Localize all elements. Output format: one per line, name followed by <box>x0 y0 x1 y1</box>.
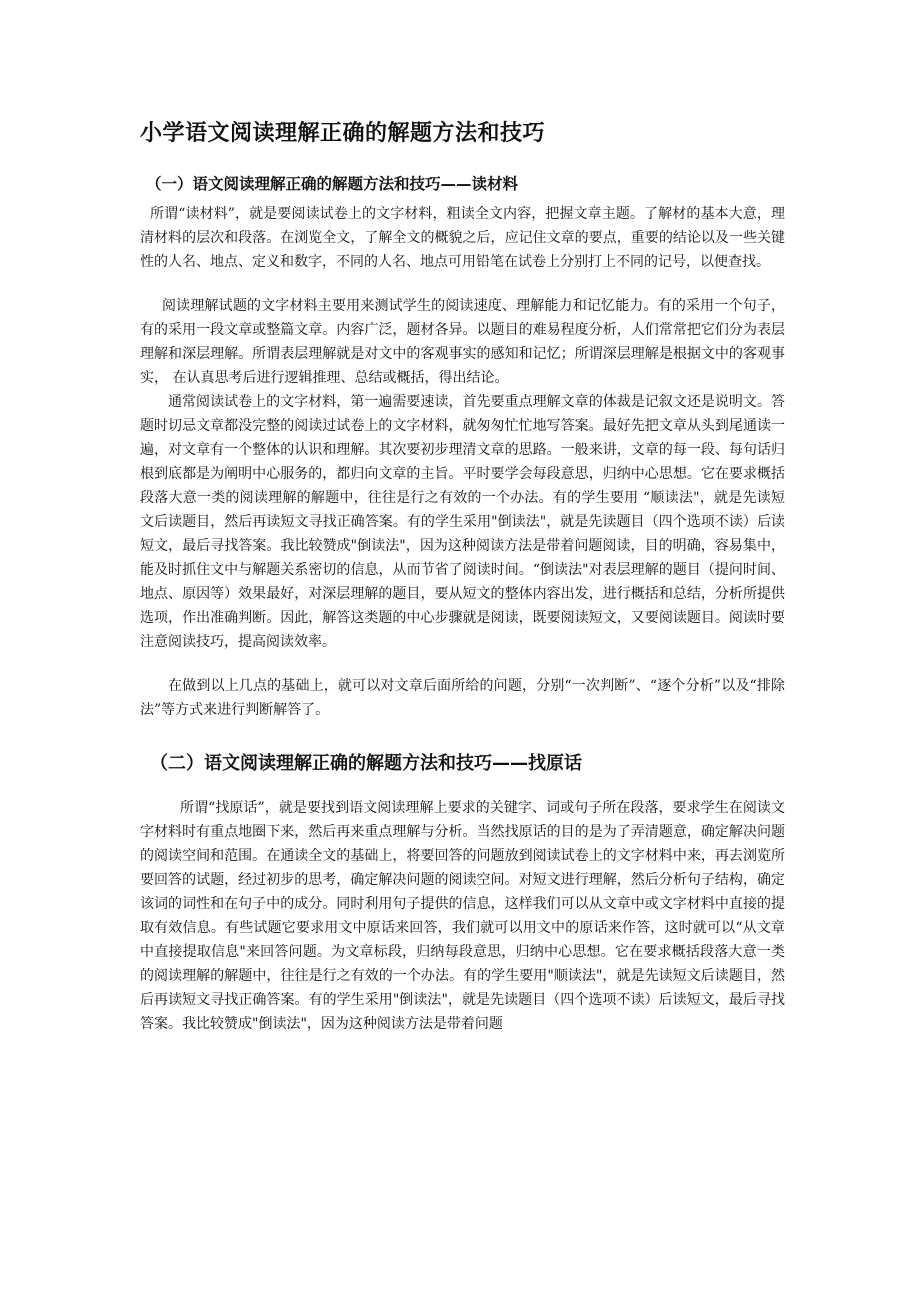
section-1-paragraph-3: 通常阅读试卷上的文字材料，第一遍需要速读，首先要重点理解文章的体裁是记叙文还是说明文。答题时切忌文章都没完整的阅读过试卷上的文字材料，就匆匆忙忙地写答案。最好先把文章从头到尾通读一遍，对文章有一个整体的认识和理解。其次要初步理清文章的思路。一般来讲，文章的每一段、每句话归根到底都是为阐明中心服务的，都归向文章的主旨。平时要学会每段意思，归纳中心思想。它在要求概括段落大意一类的阅读理解的解题中，往往是行之有效的一个办法。有的学生要用 “顺读法"，就是先读短文后读题目，然后再读短文寻找正确答案。有的学生采用"倒读法"，就是先读题目（四个选项不读）后读短文，最后寻找答案。我比较赞成"倒读法"，因为这种阅读方法是带着问题阅读，目的明确，容易集中，能及时抓住文中与解题关系密切的信息，从而节省了阅读时间。“倒读法"对表层理解的题目（提问时间、地点、原因等）效果最好，对深层理解的题目，要从短文的整体内容出发，进行概括和总结，分析所提供选项，作出准确判断。因此，解答这类题的中心步骤就是阅读，既要阅读短文，又要阅读题目。阅读时要注意阅读技巧，提高阅读效率。 <box>140 394 785 650</box>
section-1-heading: （一）语文阅读理解正确的解题方法和技巧——读材料 <box>146 175 519 193</box>
section-1-paragraph-4: 在做到以上几点的基础上，就可以对文章后面所给的问题，分别“一次判断”、“逐个分析”以及“排除法”等方式来进行判断解答了。 <box>140 678 785 718</box>
section-2-paragraph-1: 所谓“找原话”，就是要找到语文阅读理解上要求的关键字、词或句子所在段落，要求学生在阅读文字材料时有重点地圈下来，然后再来重点理解与分析。当然找原话的目的是为了弄清题意，确定解决问题的阅读空间和范围。在通读全文的基础上，将要回答的问题放到阅读试卷上的文字材料中来，再去浏览所要回答的试题，经过初步的思考，确定解决问题的阅读空间。对短文进行理解，然后分析句子结构，确定该词的词性和在句子中的成分。同时利用句子提供的信息，这样我们可以从文章中或文字材料中直接的提取有效信息。有些试题它要求用文中原话来回答，我们就可以用文中的原话来作答，这时就可以“从文章中直接提取信息"来回答问题。为文章标段，归纳每段意思，归纳中心思想。它在要求概括段落大意一类的阅读理解的解题中，往往是行之有效的一个办法。有的学生要用"顺读法"，就是先读短文后读题目，然后再读短文寻找正确答案。有的学生采用"倒读法"，就是先读题目（四个选项不读）后读短文，最后寻找答案。我比较赞成"倒读法"，因为这种阅读方法是带着问题 <box>140 800 785 1032</box>
document-page <box>140 118 785 1036</box>
section-1-paragraph-1: 所谓“读材料”，就是要阅读试卷上的文字材料，粗读全文内容，把握文章主题。了解材的基本大意，理清材料的层次和段落。在浏览全文，了解全文的概貌之后，应记住文章的要点，重要的结论以及一些关键性的人名、地点、定义和数字，不同的人名、地点可用铅笔在试卷上分别打上不同的记号，以便查找。 <box>140 206 785 270</box>
document-title: 小学语文阅读理解正确的解题方法和技巧 <box>140 121 546 146</box>
section-1-paragraph-2: 阅读理解试题的文字材料主要用来测试学生的阅读速度、理解能力和记忆能力。有的采用一个句子，有的采用一段文章或整篇文章。内容广泛，题材各异。以题目的难易程度分析，人们常常把它们分为表层理解和深层理解。所谓表层理解就是对文中的客观事实的感知和记忆；所谓深层理解是根据文中的客观事实， 在认真思考后进行逻辑推理、总结或概括，得出结论。 <box>140 298 785 386</box>
section-2-heading: （二）语文阅读理解正确的解题方法和技巧——找原话 <box>150 753 582 774</box>
